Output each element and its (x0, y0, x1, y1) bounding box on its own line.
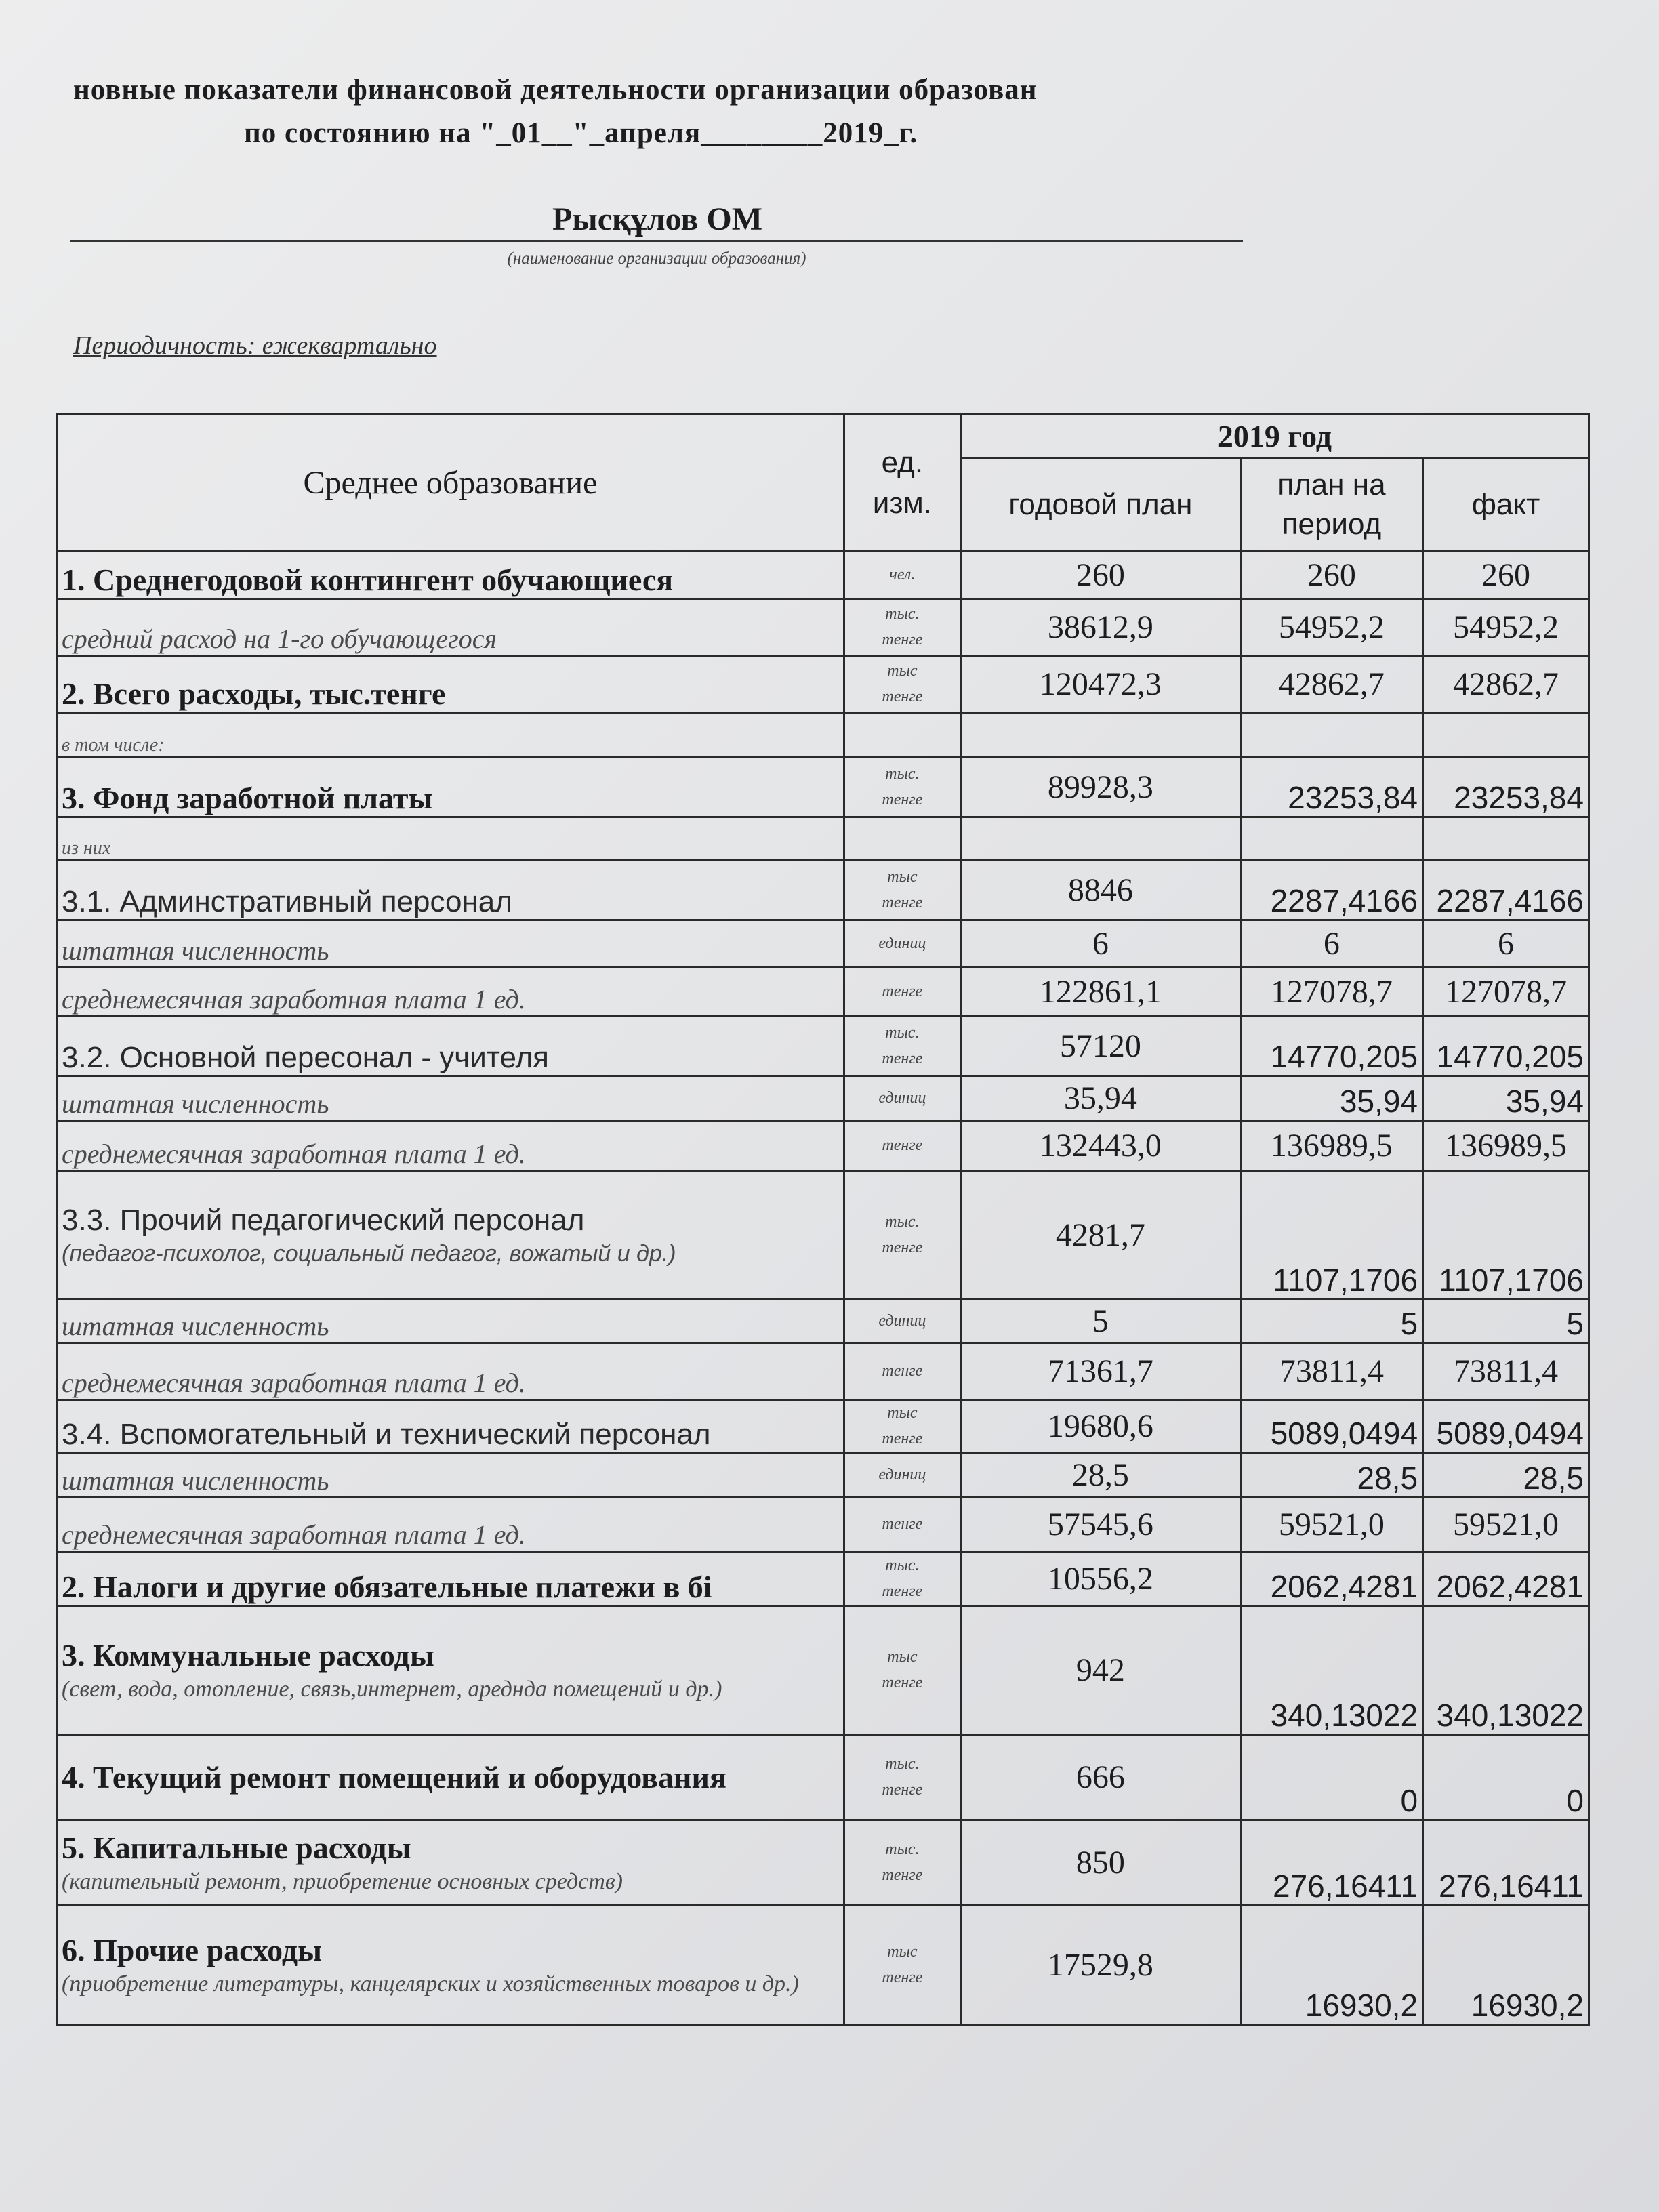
row-subtitle: (приобретение литературы, канцелярских и хозяйственных товаров и др.) (62, 1971, 799, 1997)
table-row (57, 1820, 1589, 1906)
row-annual-plan: 10556,2 (960, 1552, 1240, 1606)
row-name (57, 758, 844, 817)
table-row (57, 968, 1589, 1017)
row-fact: 54952,2 (1423, 599, 1589, 656)
row-name (57, 1606, 844, 1735)
row-annual-plan: 5 (960, 1300, 1240, 1343)
row-fact: 136989,5 (1423, 1121, 1589, 1171)
row-annual-plan: 260 (960, 552, 1240, 599)
row-unit: единиц (844, 1453, 960, 1498)
row-unit: тыс. тенге (844, 1552, 960, 1606)
row-annual-plan: 942 (960, 1606, 1240, 1735)
row-unit: тыс тенге (844, 1606, 960, 1735)
organization-name: Рысқұлов ОМ (552, 201, 763, 237)
row-title: из них (62, 838, 111, 859)
row-title: штатная численность (62, 1311, 329, 1341)
row-annual-plan: 71361,7 (960, 1343, 1240, 1400)
row-name (57, 1906, 844, 2025)
row-unit: тыс. тенге (844, 1171, 960, 1300)
row-period-plan: 23253,84 (1240, 758, 1422, 817)
row-fact: 73811,4 (1423, 1343, 1589, 1400)
row-title: средний расход на 1-го обучающегося (62, 623, 497, 654)
row-annual-plan: 6 (960, 920, 1240, 968)
row-name (57, 1735, 844, 1820)
row-unit: тыс тенге (844, 861, 960, 920)
row-title: среднемесячная заработная плата 1 ед. (62, 1368, 526, 1398)
header-unit: ед. изм. (844, 415, 960, 552)
row-title: штатная численность (62, 935, 329, 966)
row-period-plan: 6 (1240, 920, 1422, 968)
table-row (57, 1400, 1589, 1453)
row-title: 3.4. Вспомогательный и технический персонал (62, 1418, 711, 1451)
row-fact: 59521,0 (1423, 1498, 1589, 1552)
row-name (57, 968, 844, 1017)
periodicity: Периодичность: ежеквартально (73, 331, 437, 360)
table-row (57, 1017, 1589, 1076)
table-row (57, 713, 1589, 758)
header-period-plan: план на период (1240, 458, 1422, 552)
row-period-plan: 136989,5 (1240, 1121, 1422, 1171)
row-name (57, 1171, 844, 1300)
row-annual-plan (960, 713, 1240, 758)
row-fact: 16930,2 (1423, 1906, 1589, 2025)
row-annual-plan: 89928,3 (960, 758, 1240, 817)
table-row (57, 758, 1589, 817)
row-fact: 14770,205 (1423, 1017, 1589, 1076)
row-title: среднемесячная заработная плата 1 ед. (62, 1139, 526, 1169)
row-period-plan: 276,16411 (1240, 1820, 1422, 1906)
row-period-plan: 2287,4166 (1240, 861, 1422, 920)
row-title: штатная численность (62, 1088, 329, 1119)
table-row (57, 1735, 1589, 1820)
row-annual-plan: 35,94 (960, 1076, 1240, 1121)
row-unit: тенге (844, 1498, 960, 1552)
row-period-plan: 16930,2 (1240, 1906, 1422, 2025)
row-fact: 2287,4166 (1423, 861, 1589, 920)
row-unit: тыс. тенге (844, 1820, 960, 1906)
row-name (57, 1453, 844, 1498)
table-body (57, 552, 1589, 2025)
row-annual-plan: 120472,3 (960, 656, 1240, 713)
row-subtitle: (капительный ремонт, приобретение основных средств) (62, 1869, 623, 1895)
row-period-plan: 5089,0494 (1240, 1400, 1422, 1453)
row-period-plan: 2062,4281 (1240, 1552, 1422, 1606)
row-name (57, 1076, 844, 1121)
row-fact: 35,94 (1423, 1076, 1589, 1121)
row-name (57, 1400, 844, 1453)
table-row (57, 1076, 1589, 1121)
row-period-plan: 73811,4 (1240, 1343, 1422, 1400)
row-subtitle: (педагог-психолог, социальный педагог, вожатый и др.) (62, 1240, 676, 1267)
row-annual-plan: 666 (960, 1735, 1240, 1820)
row-annual-plan: 57545,6 (960, 1498, 1240, 1552)
table-row (57, 1300, 1589, 1343)
header-year: 2019 год (960, 415, 1589, 458)
row-unit: единиц (844, 1300, 960, 1343)
row-period-plan (1240, 817, 1422, 861)
row-unit (844, 713, 960, 758)
table-row (57, 599, 1589, 656)
row-period-plan: 0 (1240, 1735, 1422, 1820)
row-title: штатная численность (62, 1465, 329, 1496)
row-fact: 5089,0494 (1423, 1400, 1589, 1453)
row-annual-plan: 132443,0 (960, 1121, 1240, 1171)
row-annual-plan: 17529,8 (960, 1906, 1240, 2025)
header-annual-plan: годовой план (960, 458, 1240, 552)
header-fact: факт (1423, 458, 1589, 552)
row-annual-plan: 28,5 (960, 1453, 1240, 1498)
row-fact: 23253,84 (1423, 758, 1589, 817)
row-title: 3.2. Основной пересонал - учителя (62, 1041, 549, 1074)
row-title: 3. Фонд заработной платы (62, 781, 433, 815)
row-title: в том числе: (62, 735, 165, 756)
row-fact: 340,13022 (1423, 1606, 1589, 1735)
row-unit: тенге (844, 968, 960, 1017)
row-unit: единиц (844, 1076, 960, 1121)
row-title: 4. Текущий ремонт помещений и оборудования (62, 1759, 726, 1795)
row-annual-plan: 8846 (960, 861, 1240, 920)
finance-table (56, 413, 1590, 2026)
row-unit: тыс. тенге (844, 599, 960, 656)
row-unit: тыс тенге (844, 1906, 960, 2025)
row-period-plan: 35,94 (1240, 1076, 1422, 1121)
row-title: среднемесячная заработная плата 1 ед. (62, 984, 526, 1015)
organization-note: (наименование организации образования) (507, 249, 806, 268)
row-fact: 28,5 (1423, 1453, 1589, 1498)
row-fact: 6 (1423, 920, 1589, 968)
row-unit: тыс. тенге (844, 1017, 960, 1076)
row-title: 2. Налоги и другие обязательные платежи в бі (62, 1570, 712, 1604)
row-fact: 127078,7 (1423, 968, 1589, 1017)
row-subtitle: (свет, вода, отопление, связь,интернет, аредндa помещений и др.) (62, 1677, 722, 1702)
row-fact: 276,16411 (1423, 1820, 1589, 1906)
table-row (57, 861, 1589, 920)
row-annual-plan: 122861,1 (960, 968, 1240, 1017)
row-fact (1423, 817, 1589, 861)
row-period-plan: 54952,2 (1240, 599, 1422, 656)
row-unit: тыс тенге (844, 1400, 960, 1453)
row-fact: 260 (1423, 552, 1589, 599)
row-unit: тенге (844, 1343, 960, 1400)
row-name (57, 656, 844, 713)
table-row (57, 1552, 1589, 1606)
row-fact: 2062,4281 (1423, 1552, 1589, 1606)
row-annual-plan: 57120 (960, 1017, 1240, 1076)
header-name: Среднее образование (57, 415, 844, 552)
table-row (57, 1498, 1589, 1552)
row-name (57, 1300, 844, 1343)
row-name (57, 599, 844, 656)
row-name (57, 552, 844, 599)
row-annual-plan: 19680,6 (960, 1400, 1240, 1453)
document-title: новные показатели финансовой деятельности организации образован (73, 74, 1038, 106)
row-name (57, 1343, 844, 1400)
table-row (57, 552, 1589, 599)
row-name (57, 861, 844, 920)
row-fact: 5 (1423, 1300, 1589, 1343)
row-name (57, 1498, 844, 1552)
table-row (57, 1906, 1589, 2025)
row-name (57, 1552, 844, 1606)
row-unit: единиц (844, 920, 960, 968)
row-period-plan: 28,5 (1240, 1453, 1422, 1498)
row-period-plan: 5 (1240, 1300, 1422, 1343)
table-row (57, 1171, 1589, 1300)
row-period-plan: 42862,7 (1240, 656, 1422, 713)
row-annual-plan (960, 817, 1240, 861)
row-title: 3. Коммунальные расходы (62, 1637, 434, 1673)
row-period-plan: 14770,205 (1240, 1017, 1422, 1076)
row-fact: 1107,1706 (1423, 1171, 1589, 1300)
row-period-plan: 1107,1706 (1240, 1171, 1422, 1300)
row-title: среднемесячная заработная плата 1 ед. (62, 1519, 526, 1550)
date-line: по состоянию на "_01__"_апреля________2019_г. (244, 117, 918, 149)
row-period-plan: 59521,0 (1240, 1498, 1422, 1552)
row-annual-plan: 850 (960, 1820, 1240, 1906)
table-row (57, 1453, 1589, 1498)
table-row (57, 1343, 1589, 1400)
row-title: 3.3. Прочий педагогический персонал (62, 1203, 585, 1237)
table-row (57, 1606, 1589, 1735)
table-row (57, 656, 1589, 713)
row-title: 2. Всего расходы, тыс.тенге (62, 676, 446, 711)
row-period-plan: 260 (1240, 552, 1422, 599)
organization-underline (70, 240, 1243, 242)
row-annual-plan: 38612,9 (960, 599, 1240, 656)
row-period-plan: 340,13022 (1240, 1606, 1422, 1735)
row-name (57, 920, 844, 968)
row-unit: тыс. тенге (844, 1735, 960, 1820)
row-name (57, 1121, 844, 1171)
row-name (57, 1017, 844, 1076)
row-unit (844, 817, 960, 861)
row-unit: чел. (844, 552, 960, 599)
row-unit: тенге (844, 1121, 960, 1171)
table-row (57, 920, 1589, 968)
row-name (57, 817, 844, 861)
row-title: 1. Среднегодовой контингент обучающиеся (62, 562, 674, 597)
row-title: 6. Прочие расходы (62, 1932, 323, 1967)
row-period-plan (1240, 713, 1422, 758)
row-title: 3.1. Админстративный персонал (62, 885, 512, 918)
row-unit: тыс. тенге (844, 758, 960, 817)
row-name (57, 1820, 844, 1906)
table-row (57, 1121, 1589, 1171)
row-fact: 0 (1423, 1735, 1589, 1820)
row-unit: тыс тенге (844, 656, 960, 713)
row-period-plan: 127078,7 (1240, 968, 1422, 1017)
row-fact: 42862,7 (1423, 656, 1589, 713)
table-row (57, 817, 1589, 861)
row-annual-plan: 4281,7 (960, 1171, 1240, 1300)
row-name (57, 713, 844, 758)
row-title: 5. Капитальные расходы (62, 1830, 411, 1865)
row-fact (1423, 713, 1589, 758)
